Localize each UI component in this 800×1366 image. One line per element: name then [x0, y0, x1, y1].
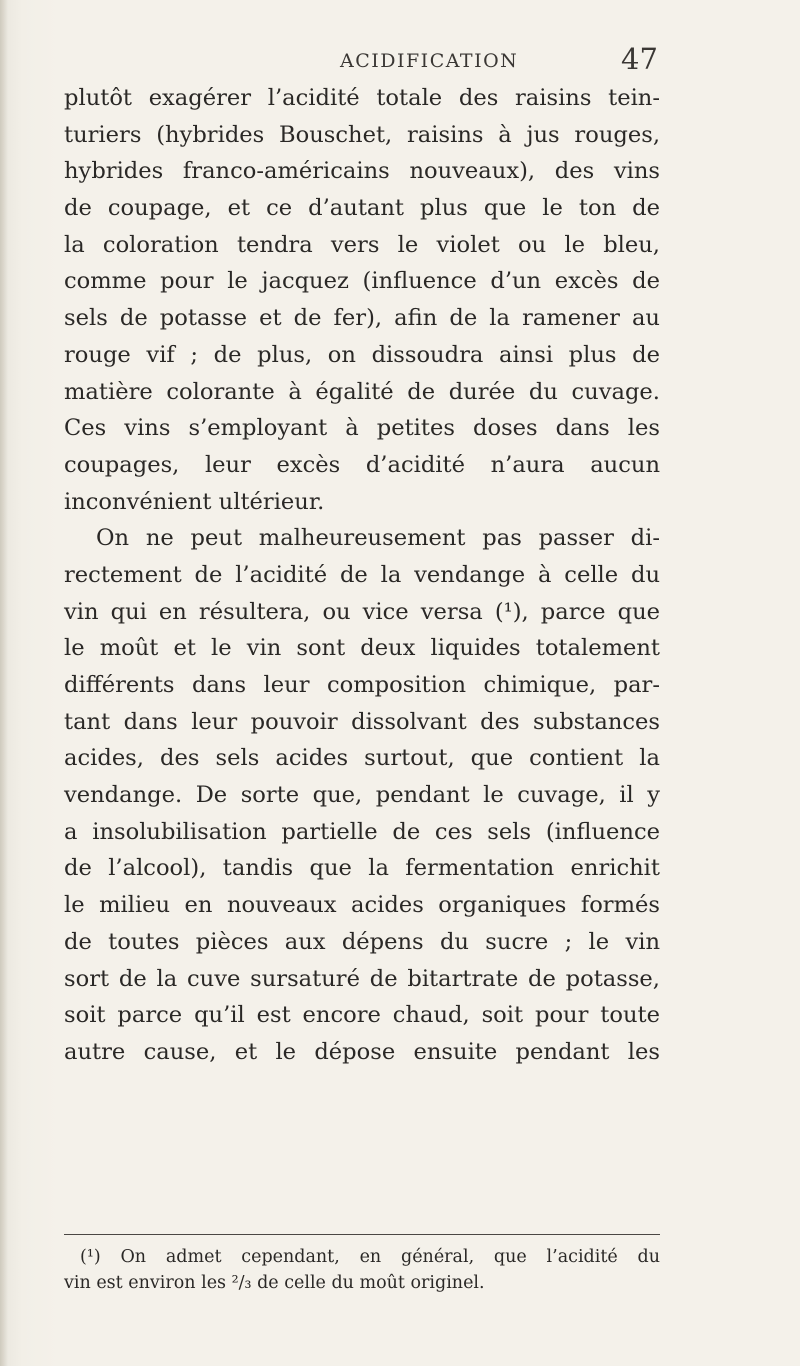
text-line: On ne peut malheureusement pas passer di-	[96, 525, 660, 552]
text-line: la coloration tendra vers le violet ou le bleu,	[64, 231, 660, 258]
text-line: comme pour le jacquez (influence d’un excès de	[64, 268, 660, 295]
text-line: autre cause, et le dépose ensuite pendant les	[64, 1038, 660, 1065]
text-line: rouge vif ; de plus, on dissoudra ainsi plus de	[64, 341, 660, 368]
text-line: hybrides franco-américains nouveaux), des vins	[64, 158, 660, 185]
text-line: plutôt exagérer l’acidité totale des raisins tein-	[64, 85, 660, 111]
footnote-divider	[64, 1234, 660, 1235]
footnote	[64, 1244, 660, 1296]
footnote-line: (¹) On admet cependant, en général, que l’acidité du	[80, 1247, 660, 1267]
running-header	[0, 42, 800, 82]
text-line: tant dans leur pouvoir dissolvant des substances	[64, 708, 660, 735]
running-title: ACIDIFICATION	[340, 50, 519, 72]
text-line: matière colorante à égalité de durée du cuvage.	[64, 378, 660, 405]
page-number: 47	[621, 42, 658, 76]
text-line: rectement de l’acidité de la vendange à celle du	[64, 561, 660, 588]
text-line: le milieu en nouveaux acides organiques formés	[64, 892, 660, 919]
text-line: sels de potasse et de fer), afin de la ramener au	[64, 305, 660, 332]
text-line: de coupage, et ce d’autant plus que le ton de	[64, 195, 660, 222]
text-line: a insolubilisation partielle de ces sels (influence	[64, 818, 660, 845]
text-line: de l’alcool), tandis que la fermentation enrichit	[64, 855, 660, 882]
text-line: Ces vins s’employant à petites doses dans les	[64, 415, 660, 442]
text-line: soit parce qu’il est encore chaud, soit pour toute	[64, 1002, 660, 1029]
text-line: vin qui en résultera, ou vice versa (¹), parce que	[64, 598, 660, 625]
text-line: de toutes pièces aux dépens du sucre ; le vin	[64, 928, 660, 955]
text-line: différents dans leur composition chimique, par-	[64, 672, 660, 698]
text-line: acides, des sels acides surtout, que contient la	[64, 745, 660, 772]
text-line: vendange. De sorte que, pendant le cuvage, il y	[64, 782, 660, 809]
text-line: coupages, leur excès d’acidité n’aura aucun	[64, 451, 660, 478]
text-line: sort de la cuve sursaturé de bitartrate de potasse,	[64, 965, 660, 992]
body-text	[64, 80, 660, 1071]
text-line: le moût et le vin sont deux liquides totalement	[64, 635, 660, 662]
text-line: turiers (hybrides Bouschet, raisins à jus rouges,	[64, 121, 660, 148]
page-binding-shadow	[0, 0, 8, 1366]
footnote-line: vin est environ les ²/₃ de celle du moût originel.	[64, 1273, 485, 1293]
text-line: inconvénient ultérieur.	[64, 488, 325, 515]
